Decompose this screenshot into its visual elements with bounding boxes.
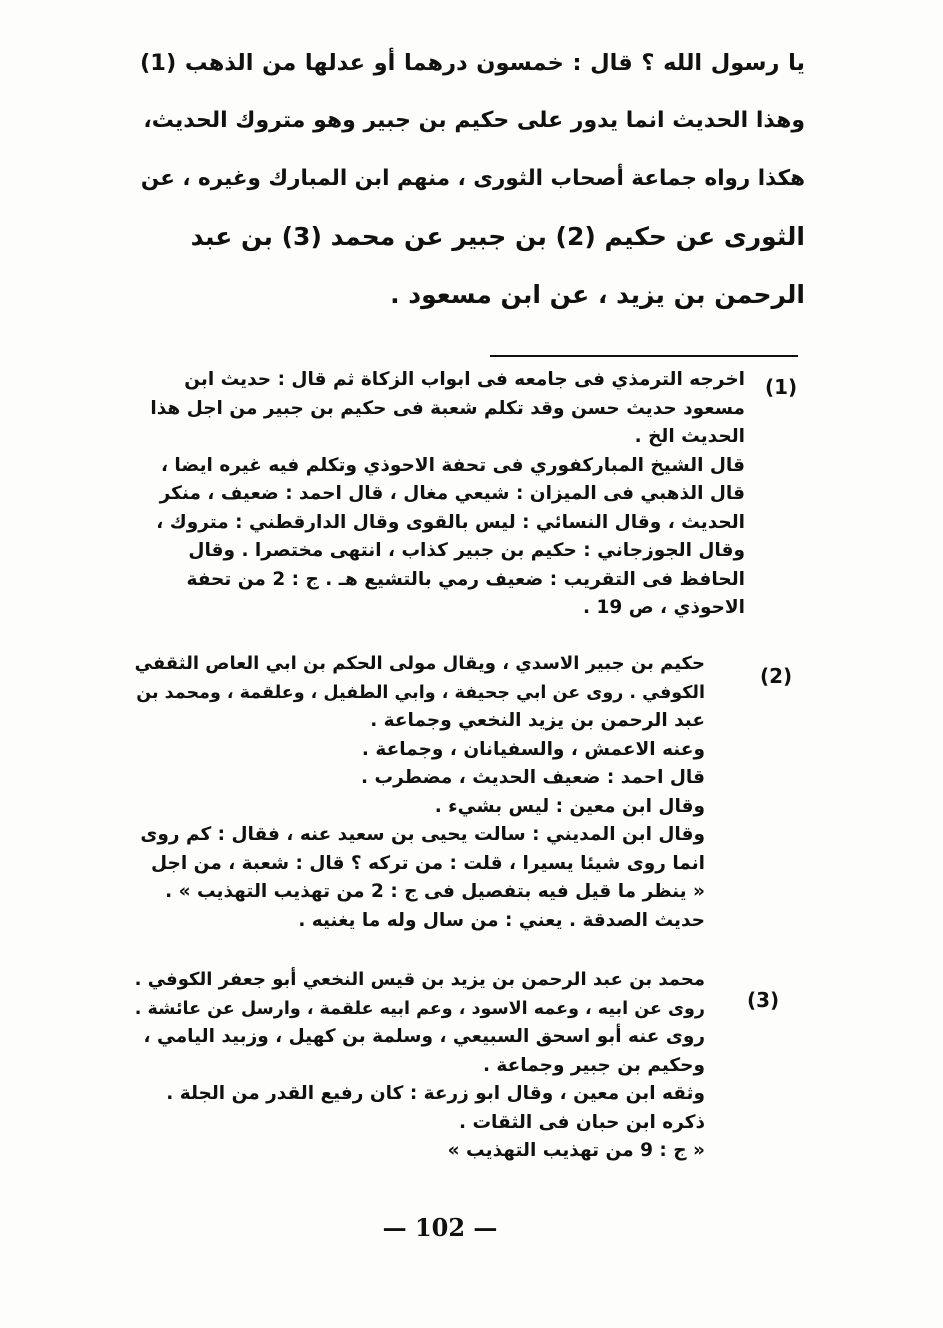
main-text-line: يا رسول الله ؟ قال : خمسون درهما أو عدلها من الذهب (1) — [140, 50, 805, 76]
footnote-line: مسعود حديث حسن وقد تكلم شعبة فى حكيم بن جبير من اجل هذا — [150, 397, 745, 419]
footnote-1 — [130, 366, 745, 623]
footnote-line: اخرجه الترمذي فى جامعه فى ابواب الزكاة ثم قال : حديث ابن — [184, 369, 745, 390]
footnote-line: « ج : 9 من تهذيب التهذيب » — [447, 1140, 705, 1161]
footnote-line: الكوفي . روى عن ابي جحيفة ، وابي الطفيل ، وعلقمة ، ومحمد بن — [136, 682, 705, 703]
footnote-line: وقال ابن معين : ليس بشيء . — [434, 795, 705, 817]
footnote-line: حكيم بن جبير الاسدي ، ويقال مولى الحكم بن ابي العاص الثقفي — [134, 653, 705, 674]
footnote-line: ذكره ابن حبان فى الثقات . — [459, 1111, 705, 1133]
footnote-line: وقال الجوزجاني : حكيم بن جبير كذاب ، انتهى مختصرا . وقال — [188, 540, 745, 561]
footnote-number: (3) — [747, 988, 780, 1012]
main-text-line: وهذا الحديث انما يدور على حكيم بن جبير وهو متروك الحديث، — [143, 108, 805, 133]
footnote-line: « ينظر ما قيل فيه بتفصيل فى ج : 2 من تهذيب التهذيب » . — [165, 881, 705, 902]
footnote-line: محمد بن عبد الرحمن بن يزيد بن قيس النخعي أبو جعفر الكوفي . — [134, 969, 705, 990]
footnote-number: (2) — [760, 664, 793, 688]
footnote-line: قال الذهبي فى الميزان : شيعي مغال ، قال احمد : ضعيف ، منكر — [159, 483, 745, 504]
page-number: — 102 — — [382, 1213, 498, 1242]
footnote-line: الحديث ، وقال النسائي : ليس بالقوى وقال الدارقطني : متروك ، — [156, 511, 745, 533]
footnote-line: حديث الصدقة . يعني : من سال وله ما يغنيه . — [298, 909, 705, 931]
footnote-line: قال احمد : ضعيف الحديث ، مضطرب . — [361, 767, 705, 788]
footnote-line: الاحوذي ، ص 19 . — [583, 597, 745, 618]
footnote-line: وعنه الاعمش ، والسفيانان ، وجماعة . — [361, 738, 705, 760]
footnote-line: قال الشيخ المباركفوري فى تحفة الاحوذي وتكلم فيه غيره ايضا ، — [160, 454, 745, 476]
footnote-line: روى عنه أبو اسحق السبيعي ، وسلمة بن كهيل ، وزبيد اليامي ، — [143, 1026, 705, 1047]
footnote-separator — [490, 355, 798, 357]
main-text-line: الرحمن بن يزيد ، عن ابن مسعود . — [390, 280, 805, 309]
footnote-line: الحديث الخ . — [634, 426, 745, 447]
footnote-line: روى عن ابيه ، وعمه الاسود ، وعم ابيه علقمة ، وارسل عن عائشة . — [134, 998, 705, 1019]
footnote-line: وقال ابن المديني : سالت يحيى بن سعيد عنه ، فقال : كم روى — [140, 824, 705, 845]
main-text-block — [140, 34, 805, 324]
footnote-line: انما روى شيئا يسيرا ، قلت : من تركه ؟ قال : شعبة ، من اجل — [151, 852, 705, 874]
footnote-line: الحافظ فى التقريب : ضعيف رمي بالتشيع هـ . ج : 2 من تحفة — [186, 568, 745, 590]
footnote-line: وحكيم بن جبير وجماعة . — [482, 1054, 705, 1076]
footnote-line: عبد الرحمن بن يزيد النخعي وجماعة . — [370, 710, 705, 731]
footnote-number: (1) — [765, 375, 798, 399]
footnote-3 — [125, 966, 705, 1166]
main-text-line: هكذا رواه جماعة أصحاب الثورى ، منهم ابن المبارك وغيره ، عن — [140, 166, 805, 191]
footnote-line: وثقه ابن معين ، وقال ابو زرعة : كان رفيع القدر من الجلة . — [166, 1083, 705, 1104]
footnote-2 — [125, 650, 705, 935]
main-text-line: الثورى عن حكيم (2) بن جبير عن محمد (3) بن عبد — [190, 222, 805, 251]
